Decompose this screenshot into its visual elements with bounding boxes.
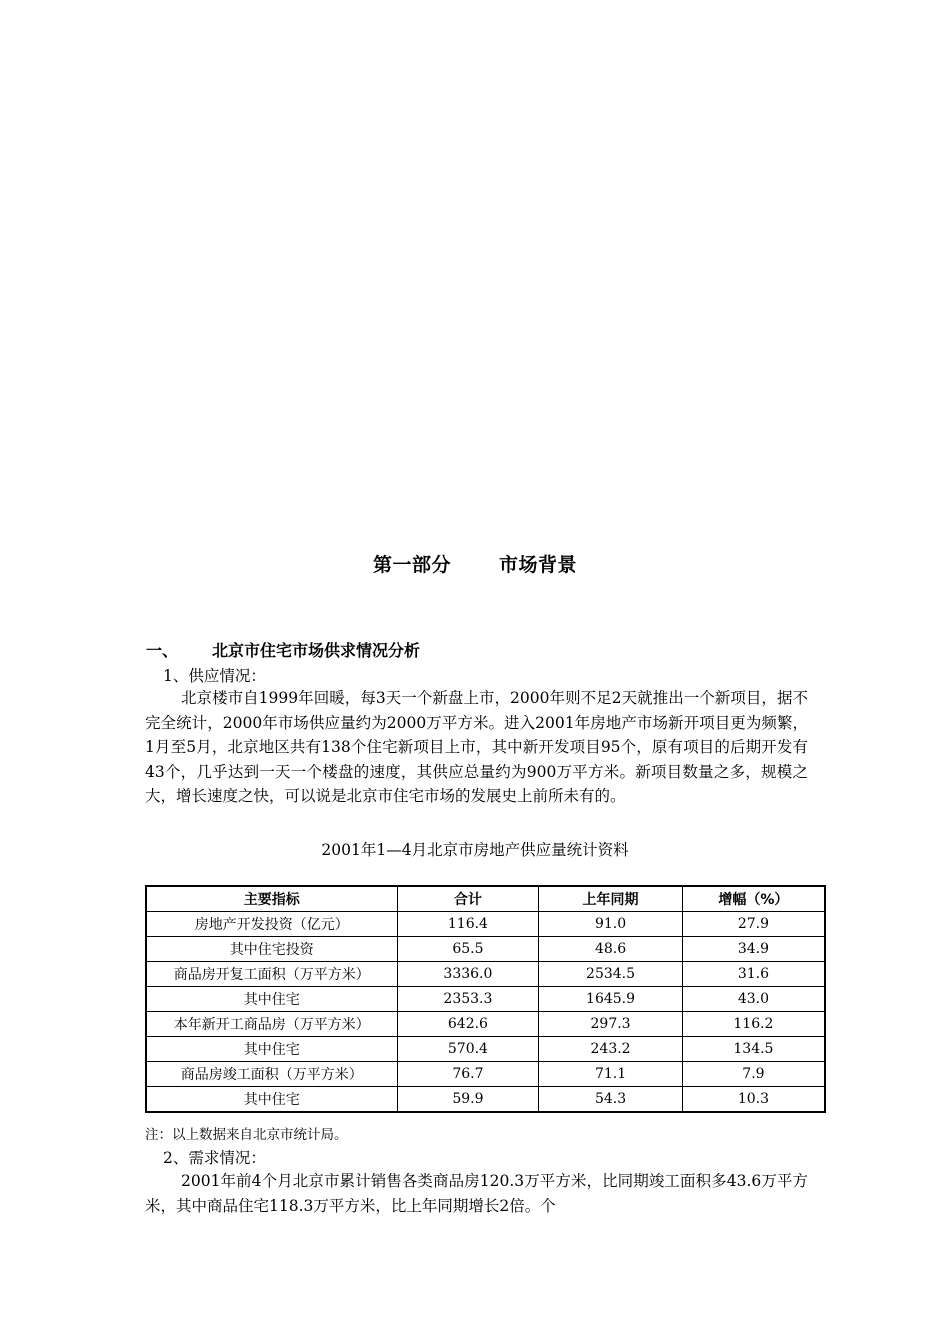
table-row <box>146 987 825 1012</box>
table-header-cell: 上年同期 <box>539 886 683 912</box>
table-cell: 54.3 <box>539 1087 683 1113</box>
table-cell: 71.1 <box>539 1062 683 1087</box>
table-header-cell: 增幅（%） <box>682 886 825 912</box>
table-header-row <box>146 886 825 912</box>
section-heading <box>146 638 420 661</box>
part-title-text: 市场背景 <box>499 554 578 576</box>
table-cell: 31.6 <box>682 962 825 987</box>
part-title <box>0 550 950 577</box>
demand-heading: 2、需求情况： <box>163 1149 266 1167</box>
table-row <box>146 912 825 937</box>
demand-paragraph: 2001年前4个月北京市累计销售各类商品房120.3万平方米，比同期竣工面积多43.6万平方米，其中商品住宅118.3万平方米，比上年同期增长2倍。个 <box>145 1172 808 1215</box>
table-cell: 642.6 <box>397 1012 539 1037</box>
table-cell: 商品房开复工面积（万平方米） <box>146 962 397 987</box>
supply-statistics-table <box>145 885 826 1113</box>
table-cell: 116.2 <box>682 1012 825 1037</box>
table-row <box>146 962 825 987</box>
table-cell: 1645.9 <box>539 987 683 1012</box>
table-cell: 43.0 <box>682 987 825 1012</box>
table-row <box>146 1012 825 1037</box>
table-cell: 本年新开工商品房（万平方米） <box>146 1012 397 1037</box>
table-cell: 其中住宅 <box>146 987 397 1012</box>
table-cell: 7.9 <box>682 1062 825 1087</box>
table-cell: 116.4 <box>397 912 539 937</box>
table-header-cell: 合计 <box>397 886 539 912</box>
section-number: 一、 <box>146 641 179 660</box>
table-caption: 2001年1—4月北京市房地产供应量统计资料 <box>321 841 629 859</box>
table-row <box>146 1062 825 1087</box>
table-cell: 商品房竣工面积（万平方米） <box>146 1062 397 1087</box>
table-row <box>146 1037 825 1062</box>
table-cell: 3336.0 <box>397 962 539 987</box>
table-cell: 297.3 <box>539 1012 683 1037</box>
table-cell: 91.0 <box>539 912 683 937</box>
table-row <box>146 1087 825 1113</box>
table-cell: 其中住宅 <box>146 1087 397 1113</box>
table-cell: 59.9 <box>397 1087 539 1113</box>
table-cell: 10.3 <box>682 1087 825 1113</box>
table-cell: 其中住宅投资 <box>146 937 397 962</box>
table-cell: 48.6 <box>539 937 683 962</box>
section-title: 北京市住宅市场供求情况分析 <box>212 641 421 660</box>
table-cell: 27.9 <box>682 912 825 937</box>
part-title-number: 第一部分 <box>372 554 451 576</box>
table-cell: 2534.5 <box>539 962 683 987</box>
table-row <box>146 937 825 962</box>
table-cell: 243.2 <box>539 1037 683 1062</box>
table-cell: 134.5 <box>682 1037 825 1062</box>
table-cell: 76.7 <box>397 1062 539 1087</box>
table-cell: 570.4 <box>397 1037 539 1062</box>
table-header-cell: 主要指标 <box>146 886 397 912</box>
table-source-note: 注：以上数据来自北京市统计局。 <box>145 1127 348 1143</box>
table-cell: 其中住宅 <box>146 1037 397 1062</box>
table-cell: 房地产开发投资（亿元） <box>146 912 397 937</box>
table-cell: 34.9 <box>682 937 825 962</box>
table-cell: 2353.3 <box>397 987 539 1012</box>
table-cell: 65.5 <box>397 937 539 962</box>
supply-paragraph: 北京楼市自1999年回暖，每3天一个新盘上市，2000年则不足2天就推出一个新项目，据不完全统计，2000年市场供应量约为2000万平方米。进入2001年房地产市场新开项目更为频繁，1月至5月，北京地区共有138个住宅新项目上市，其中新开发项目95个，原有项目的后期开发有43个，几乎达到一天一个楼盘的速度，其供应总量约为900万平方米。新项目数量之多，规模之大，增长速度之快，可以说是北京市住宅市场的发展史上前所未有的。 <box>145 689 808 805</box>
supply-heading: 1、供应情况： <box>163 667 266 685</box>
